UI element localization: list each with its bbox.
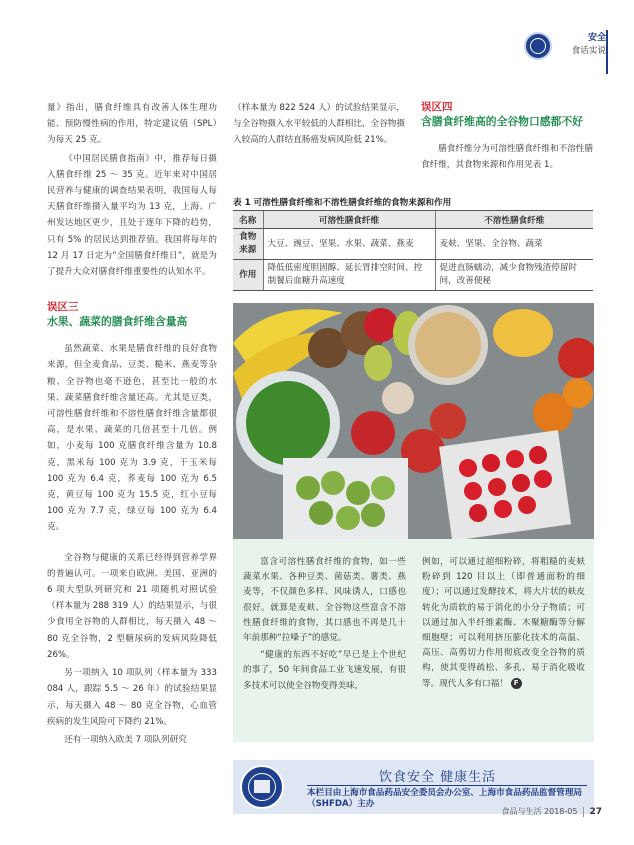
section-label: 误区四 (421, 101, 453, 113)
end-mark-icon (511, 678, 522, 689)
table-header-cell: 名称 (233, 211, 263, 229)
footer-note: 本栏目由上海市食品药品安全委员会办公室、上海市食品药品监督管理局（SHFDA）主办 (307, 788, 583, 809)
table-cell: 麦麸、坚果、全谷物、蔬菜 (435, 229, 593, 260)
section-title: 含膳食纤维高的全谷物口感都不好 (421, 115, 583, 128)
paragraph: 《中国居民膳食指南》中，推荐每日摄入膳食纤维 25 ～ 35 克。近年来对中国居民营养与健康的调查结果表明，我国每人每天膳食纤维摄入量平均为 13 克，上海、广州发达地区更少，且处于逐年下降的趋势，只有 5% 的居民达到推荐值。我国将每年的 12 月 17 日定为“全国膳食纤维日”，就是为了提升大众对膳食纤维重要性的认知水平。 (47, 153, 217, 278)
table-cell: 促进直肠蠕动，减少食物残渣停留时间，改善便秘 (435, 260, 593, 291)
magazine-issue: 食品与生活 2018-05 (501, 807, 578, 816)
footer-slogan: 饮食安全 健康生活 (379, 770, 497, 785)
caption-box (233, 539, 594, 742)
paragraph: 全谷物与健康的关系已经得到营养学界的普遍认可。一项来自欧洲、美国、亚洲的 6 项大型队列研究和 21 项随机对照试验（样本量为 288 319 人）的结果显示，与很少食用全谷物的人群相比，每天摄入 48 ～ 80 克全谷物，2 型糖尿病的发病风险降低 26%。 (47, 552, 217, 660)
page-number: 27 (583, 807, 602, 817)
table-header-cell: 可溶性膳食纤维 (263, 211, 435, 229)
table-caption: 表 1 可溶性膳食纤维和不溶性膳食纤维的食物来源和作用 (233, 198, 452, 208)
header-bar-shape (604, 30, 634, 74)
table-row (233, 229, 593, 260)
column-name: 食话实说 (571, 46, 606, 56)
fiber-table (233, 210, 593, 291)
paragraph-text: 例如，可以通过超细粉碎，将粗糙的麦麸粉碎到 120 目以上（即普通面粉的细度）；可以通过发酵技术，将大片状的麸皮转化为质软的易于消化的小分子物质；可以通过加入半纤维素酶、木聚糖酶等分解细胞壁；可以利用挤压膨化技术的高温、高压、高剪切力作用彻底改变全谷物的质构，使其变得疏松、多孔、易于消化吸收等。现代人多有口福！ (422, 557, 585, 689)
caption-left-column (243, 555, 406, 694)
section-name: 安全 (587, 33, 606, 43)
paragraph: “健康的东西不好吃”早已是上个世纪的事了，50 年间食品工业飞速发展，有很多技术可以使全谷物变得美味， (243, 650, 406, 691)
table-row-head: 作用 (233, 260, 263, 291)
footer-divider (307, 785, 587, 786)
column-two-top (233, 100, 405, 149)
fda-logo-icon (524, 32, 552, 60)
paragraph: 膳食纤维分为可溶性膳食纤维和不溶性膳食纤维，其食物来源和作用见表 1。 (421, 144, 593, 171)
table-row-head: 食物来源 (233, 229, 263, 260)
paragraph: 另一项纳入 10 项队列（样本量为 333 084 人，跟踪 5.5 ～ 26 年）的试验结果显示，每天摄入 48 ～ 80 克全谷物，心血管疾病的发生风险可下降约 21%。 (47, 668, 217, 727)
table-cell: 大豆、豌豆、坚果、水果、蔬菜、燕麦 (263, 229, 435, 260)
table-header-cell: 不溶性膳食纤维 (435, 211, 593, 229)
table-cell: 降低低密度胆固醇、延长胃排空时间、控制餐后血糖升高速度 (263, 260, 435, 291)
table-row (233, 260, 593, 291)
paragraph: 量》指出，膳食纤维具有改善人体生理功能、预防慢性病的作用，特定建议值（SPL）为每天 25 克。 (47, 103, 217, 146)
paragraph: 虽然蔬菜、水果是膳食纤维的良好食物来源，但全麦食品、豆类、糙米、燕麦等杂粮、全谷物也毫不逊色，甚至比一般的水果、蔬菜膳食纤维含量还高。尤其是豆类，可溶性膳食纤维和不溶性膳食纤维含量都很高，是水果、蔬菜的几倍甚至十几倍。例如，小麦每 100 克膳食纤维含量为 10.8 克，黑米每 100 克为 3.9 克，干玉米每 100 克为 6.4 克，荞麦每 100 克为 6.5 克，黄豆每 100 克为 15.5 克，红小豆每 100 克为 7.7 克，绿豆每 100 克为 6.4 克。 (47, 344, 217, 533)
column-one (47, 100, 217, 748)
fda-seal-icon (240, 765, 284, 809)
paragraph: （样本量为 822 524 人）的试验结果显示，与全谷物摄入水平较低的人群相比，全谷物摄入较高的人群结直肠癌发病风险低 21%。 (233, 103, 405, 146)
paragraph: 富含可溶性膳食纤维的食物，如一些蔬菜水果、各种豆类、菌菇类、薯类、燕麦等，不仅颜色多样、风味诱人，口感也很好。就算是麦麸、全谷物这些富含不溶性膳食纤维的食物，其口感也不再是几十年前那种“拉嗓子”的感觉。 (243, 557, 406, 644)
paragraph (422, 555, 585, 692)
page-footer (452, 806, 602, 817)
paragraph: 还有一项纳入欧美 7 项队列研究 (64, 734, 187, 745)
caption-right-column (422, 555, 585, 692)
food-photo (233, 303, 594, 539)
end-mark-letter: F (513, 678, 519, 687)
column-three-top (421, 100, 593, 173)
section-header (556, 32, 606, 58)
table-header-row (233, 211, 593, 229)
section-title: 水果、蔬菜的膳食纤维含量高 (47, 315, 188, 329)
section-label: 误区三 (47, 301, 79, 314)
